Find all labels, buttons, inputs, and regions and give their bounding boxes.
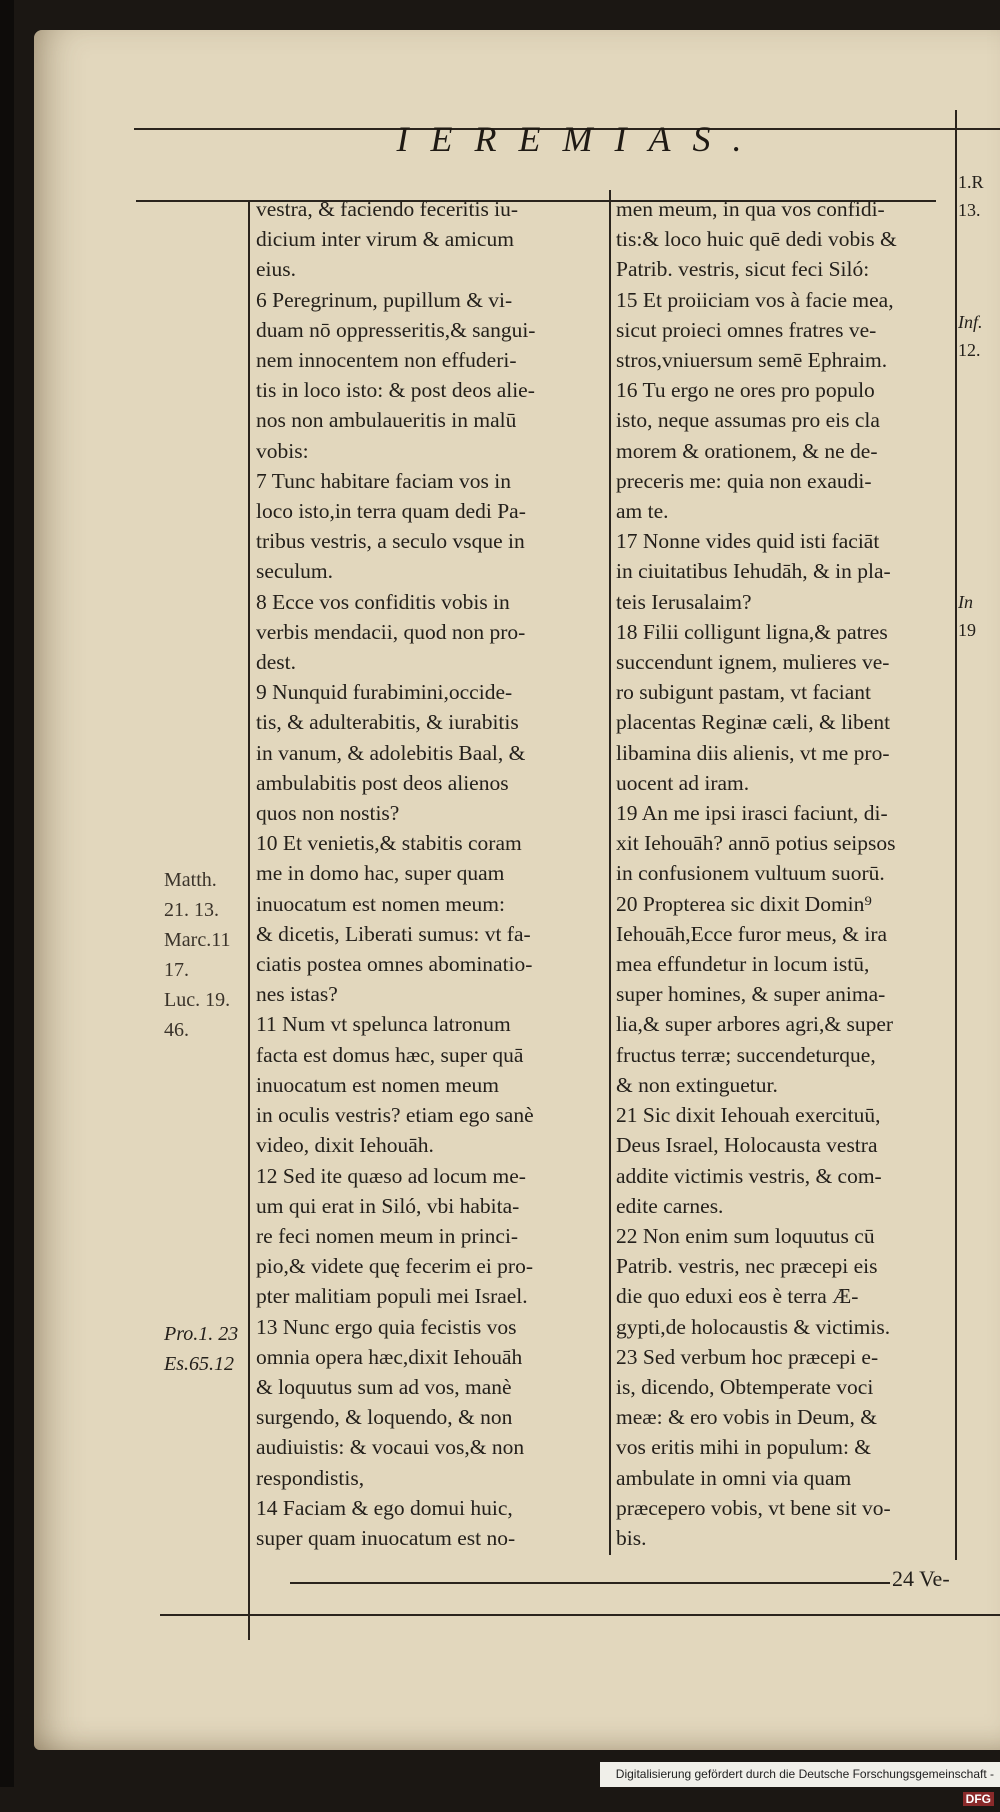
text-line: Patrib. vestris, nec præcepi eis — [616, 1254, 878, 1279]
text-line: Deus Israel, Holocausta vestra — [616, 1133, 878, 1158]
text-line: 16 Tu ergo ne ores pro populo — [616, 378, 875, 403]
text-line: 22 Non enim sum loquutus cū — [616, 1223, 875, 1248]
text-line: præcepero vobis, vt bene sit vo- — [616, 1495, 891, 1520]
text-line: & non extinguetur. — [616, 1072, 778, 1097]
text-line: nem innocentem non effuderi- — [256, 348, 517, 373]
text-line: in ciuitatibus Iehudāh, & in pla- — [616, 559, 891, 584]
text-line: 15 Et proiiciam vos à facie mea, — [616, 287, 894, 312]
text-line: 13 Nunc ergo quia fecistis vos — [256, 1314, 517, 1339]
margin-ref: Marc.11 — [164, 929, 231, 951]
text-line: succendunt ignem, mulieres ve- — [616, 650, 890, 675]
text-line: bis. — [616, 1525, 647, 1550]
text-line: 8 Ecce vos confiditis vobis in — [256, 589, 510, 614]
text-line: ambulabitis post deos alienos — [256, 770, 509, 795]
text-line: meæ: & ero vobis in Deum, & — [616, 1405, 877, 1430]
text-line: seculum. — [256, 559, 334, 584]
text-line: super homines, & super anima- — [616, 982, 886, 1007]
text-line: verbis mendacii, quod non pro- — [256, 619, 526, 644]
text-line: me in domo hac, super quam — [256, 861, 505, 886]
text-line: teis Ierusalaim? — [616, 589, 752, 614]
text-line: 7 Tunc habitare faciam vos in — [256, 468, 511, 493]
text-line: in oculis vestris? etiam ego sanè — [256, 1103, 534, 1128]
text-line: 21 Sic dixit Iehouah exercituū, — [616, 1103, 881, 1128]
text-line: vobis: — [256, 438, 309, 463]
text-line: fructus terræ; succendeturque, — [616, 1042, 876, 1067]
text-line: lia,& super arbores agri,& super — [616, 1012, 894, 1037]
text-line: 18 Filii colligunt ligna,& patres — [616, 619, 888, 644]
text-line: Iehouāh,Ecce furor meus, & ira — [616, 921, 888, 946]
text-line: super quam inuocatum est no- — [256, 1525, 516, 1550]
margin-ref: 46. — [164, 1019, 189, 1041]
text-line: tribus vestris, a seculo vsque in — [256, 529, 525, 554]
text-line: dicium inter virum & amicum — [256, 227, 514, 252]
text-line: morem & orationem, & ne de- — [616, 438, 878, 463]
text-line: quos non nostis? — [256, 801, 400, 826]
text-column-right — [616, 194, 961, 1553]
text-line: am te. — [616, 499, 669, 524]
text-line: tis, & adulterabitis, & iurabitis — [256, 710, 519, 735]
scan-border — [0, 0, 14, 1787]
text-line: loco isto,in terra quam dedi Pa- — [256, 499, 526, 524]
text-line: isto, neque assumas pro eis cla — [616, 408, 880, 433]
text-line: libamina diis alienis, vt me pro- — [616, 740, 890, 765]
text-line: & dicetis, Liberati sumus: vt fa- — [256, 921, 531, 946]
text-line: sicut proieci omnes fratres ve- — [616, 317, 877, 342]
text-line: 12 Sed ite quæso ad locum me- — [256, 1163, 526, 1188]
text-line: placentas Reginæ cæli, & libent — [616, 710, 891, 735]
text-line: 19 An me ipsi irasci faciunt, di- — [616, 801, 888, 826]
text-line: addite victimis vestris, & com- — [616, 1163, 882, 1188]
text-line: facta est domus hæc, super quā — [256, 1042, 524, 1067]
margin-ref: Pro.1. 23 — [164, 1323, 239, 1345]
text-line: die quo eduxi eos è terra Æ- — [616, 1284, 859, 1309]
margin-references-right — [958, 168, 998, 644]
text-line: omnia opera hæc,dixit Iehouāh — [256, 1344, 523, 1369]
text-line: uocent ad iram. — [616, 770, 750, 795]
text-line: edite carnes. — [616, 1193, 724, 1218]
text-line: 6 Peregrinum, pupillum & vi- — [256, 287, 513, 312]
text-line: pio,& videte quę fecerim ei pro- — [256, 1254, 534, 1279]
text-line: in vanum, & adolebitis Baal, & — [256, 740, 526, 765]
text-line: ro subigunt pastam, vt faciant — [616, 680, 871, 705]
text-line: respondistis, — [256, 1465, 365, 1490]
digitization-footer — [600, 1762, 1000, 1806]
text-line: eius. — [256, 257, 297, 282]
catchword: 24 Ve- — [892, 1566, 950, 1591]
margin-ref: 13. — [958, 200, 981, 220]
text-line: 23 Sed verbum hoc præcepi e- — [616, 1344, 879, 1369]
margin-ref: Luc. 19. — [164, 989, 231, 1011]
text-line: duam nō oppresseritis,& sangui- — [256, 317, 536, 342]
text-line: stros,vniuersum semē Ephraim. — [616, 348, 888, 373]
text-line: Patrib. vestris, sicut feci Siló: — [616, 257, 870, 282]
text-line: is, dicendo, Obtemperate voci — [616, 1374, 874, 1399]
text-line: men meum, in qua vos confidi- — [616, 197, 885, 221]
text-line: inuocatum est nomen meum — [256, 1072, 500, 1097]
text-line: nes istas? — [256, 982, 338, 1007]
margin-ref: Matth. — [164, 869, 217, 891]
text-line: 11 Num vt spelunca latronum — [256, 1012, 511, 1037]
text-line: 9 Nunquid furabimini,occide- — [256, 680, 513, 705]
dfg-logo: DFG — [963, 1792, 994, 1806]
margin-ref — [958, 224, 998, 308]
margin-ref: 19 — [958, 620, 976, 640]
text-line: nos non ambulaueritis in malū — [256, 408, 517, 433]
margin-ref: Es.65.12 — [164, 1353, 234, 1375]
text-line: pter malitiam populi mei Israel. — [256, 1284, 528, 1309]
margin-ref: In — [958, 592, 973, 612]
text-line: 14 Faciam & ego domui huic, — [256, 1495, 513, 1520]
text-line: re feci nomen meum in princi- — [256, 1223, 519, 1248]
text-line: inuocatum est nomen meum: — [256, 891, 505, 916]
margin-references-left — [164, 865, 264, 1379]
text-line: in confusionem vultuum suorū. — [616, 861, 885, 886]
text-line: mea effundetur in locum istū, — [616, 952, 870, 977]
running-head-title: IEREMIAS. — [396, 119, 764, 159]
text-line: 20 Propterea sic dixit Domin⁹ — [616, 891, 872, 916]
text-line: ambulate in omni via quam — [616, 1465, 852, 1490]
footer-rule — [290, 1582, 890, 1584]
margin-ref: 17. — [164, 959, 189, 981]
text-line: 17 Nonne vides quid isti faciāt — [616, 529, 880, 554]
text-column-left — [256, 194, 616, 1553]
text-line: 10 Et venietis,& stabitis coram — [256, 831, 522, 856]
text-line: preceris me: quia non exaudi- — [616, 468, 872, 493]
margin-ref — [958, 364, 998, 588]
margin-ref: 21. 13. — [164, 899, 219, 921]
margin-ref: Inf. — [958, 312, 983, 332]
margin-ref: 1.R — [958, 172, 984, 192]
margin-ref: 12. — [958, 340, 981, 360]
text-line: surgendo, & loquendo, & non — [256, 1405, 513, 1430]
text-line: video, dixit Iehouāh. — [256, 1133, 434, 1158]
text-line: audiuistis: & vocaui vos,& non — [256, 1435, 525, 1460]
text-line: & loquutus sum ad vos, manè — [256, 1374, 512, 1399]
footer-text: Digitalisierung gefördert durch die Deutsche Forschungsgemeinschaft - — [615, 1767, 994, 1781]
text-line: dest. — [256, 650, 297, 675]
text-line: gypti,de holocaustis & victimis. — [616, 1314, 891, 1339]
margin-spacer — [164, 1045, 264, 1319]
text-line: vos eritis mihi in populum: & — [616, 1435, 872, 1460]
bottom-rule — [160, 1614, 1000, 1616]
text-line: vestra, & faciendo feceritis iu- — [256, 197, 519, 221]
text-line: um qui erat in Siló, vbi habita- — [256, 1193, 520, 1218]
text-line: tis:& loco huic quē dedi vobis & — [616, 227, 897, 252]
text-line: xit Iehouāh? annō potius seipsos — [616, 831, 896, 856]
text-line: tis in loco isto: & post deos alie- — [256, 378, 535, 403]
text-line: ciatis postea omnes abominatio- — [256, 952, 533, 977]
